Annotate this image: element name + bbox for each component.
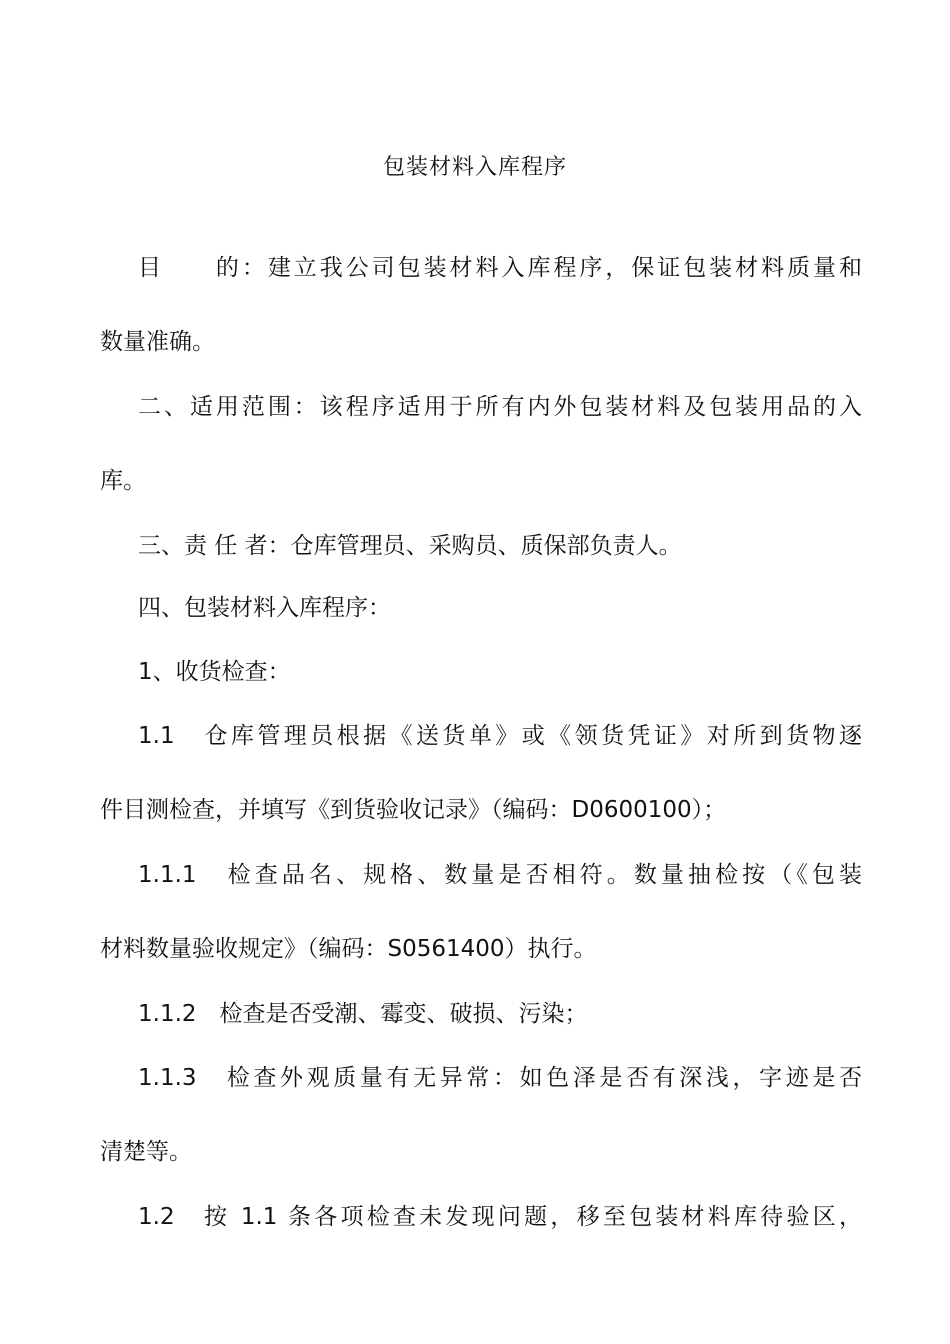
- clause-1-1-line-2: 件目测检查，并填写《到货验收记录》（编码：D0600100）；: [100, 797, 727, 823]
- paragraph-scope-line-2: 库。: [100, 468, 146, 494]
- clause-1-1-3-line-2: 清楚等。: [100, 1139, 192, 1165]
- clause-1-1-1-line-1: 1.1.1 检查品名、规格、数量是否相符。数量抽检按（《包装: [138, 862, 862, 888]
- paragraph-scope-line-1: 二、适用范围：该程序适用于所有内外包装材料及包装用品的入: [138, 394, 862, 420]
- paragraph-responsible: 三、责 任 者：仓库管理员、采购员、质保部负责人。: [138, 533, 682, 559]
- clause-1-1-1-line-2: 材料数量验收规定》（编码：S0561400）执行。: [100, 936, 597, 962]
- clause-1-1-2: 1.1.2 检查是否受潮、霉变、破损、污染；: [138, 1001, 588, 1027]
- clause-1-2-line-1: 1.2 按 1.1 条各项检查未发现问题，移至包装材料库待验区，: [138, 1204, 862, 1230]
- document-title: 包装材料入库程序: [382, 155, 567, 180]
- clause-1-1-line-1: 1.1 仓库管理员根据《送货单》或《领货凭证》对所到货物逐: [138, 723, 862, 749]
- paragraph-purpose-line-2: 数量准确。: [100, 329, 215, 355]
- section-heading-procedure: 四、包装材料入库程序：: [138, 595, 391, 621]
- subsection-heading-receiving: 1、收货检查：: [138, 659, 291, 685]
- paragraph-purpose-line-1: 目 的：建立我公司包装材料入库程序，保证包装材料质量和: [138, 255, 862, 281]
- clause-1-1-3-line-1: 1.1.3 检查外观质量有无异常：如色泽是否有深浅，字迹是否: [138, 1065, 862, 1091]
